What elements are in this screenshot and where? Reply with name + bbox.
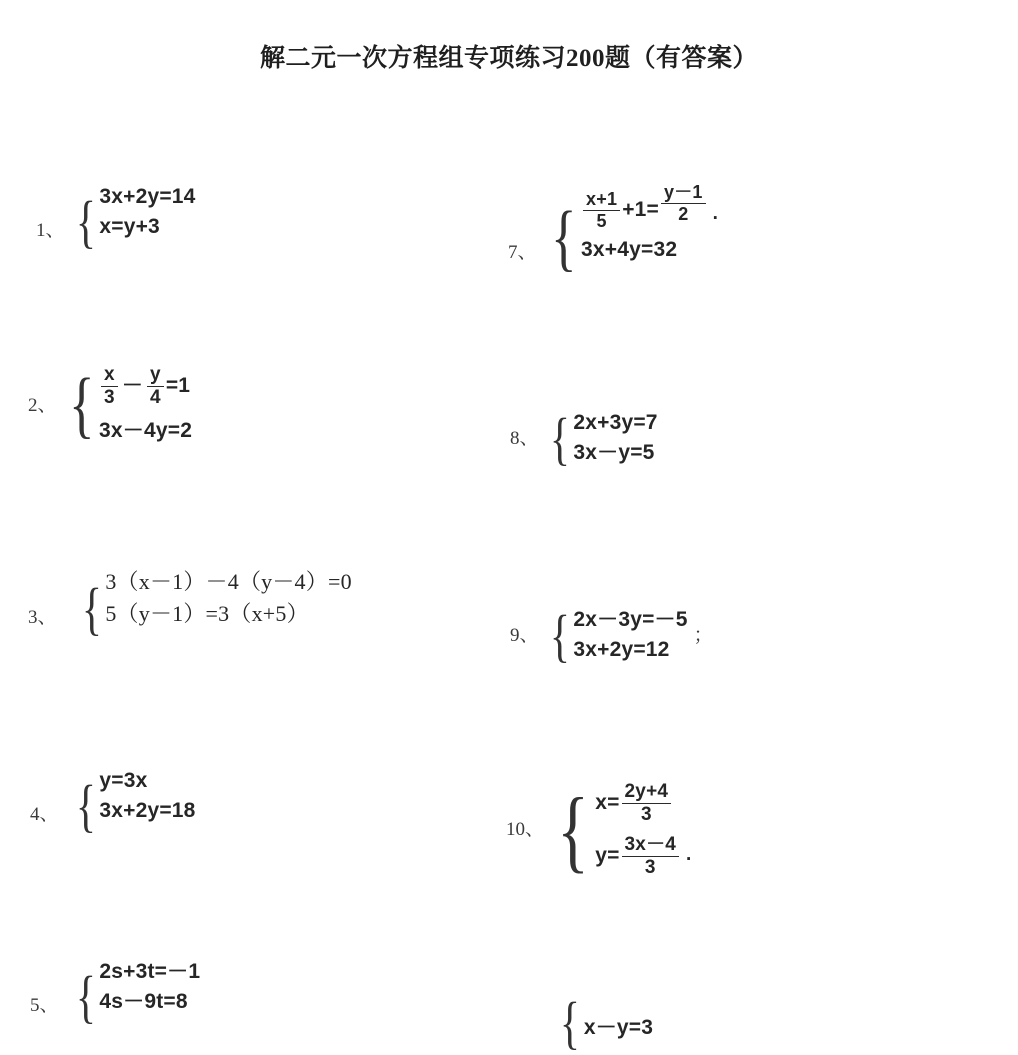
fraction-denominator: 2: [678, 203, 689, 224]
problem-7: [508, 182, 719, 279]
equation-line: 3x+2y=14: [99, 185, 196, 208]
equation-line: 3x－4y=2: [99, 418, 193, 442]
equation-line: 2x－3y=－5: [573, 608, 688, 631]
problem-10-number: 10、: [506, 819, 545, 841]
problem-8: [510, 405, 658, 471]
problem-1-number: 1、: [36, 219, 65, 241]
equation-line: [99, 365, 192, 408]
brace-icon: {: [549, 602, 570, 668]
problem-7-equations: [581, 182, 719, 265]
fraction-numerator: 3x－4: [622, 835, 680, 857]
equation-line: 3x+2y=18: [99, 799, 196, 823]
equation-line: 2s+3t=－1: [99, 960, 201, 983]
fraction: [583, 190, 620, 231]
fraction-numerator: y－1: [661, 183, 706, 204]
trailing-punctuation: ；: [693, 624, 713, 646]
problem-3: [28, 566, 352, 642]
problem-1: [36, 182, 196, 255]
brace-icon: {: [75, 773, 96, 839]
problem-1-equations: [99, 182, 195, 243]
problem-7-number: 7、: [508, 242, 537, 264]
problem-2-equations: [99, 365, 192, 446]
fraction-denominator: 4: [150, 386, 161, 408]
equation-line: 5（y－1）=3（x+5）: [105, 600, 309, 626]
equation-line: x=y+3: [99, 215, 160, 239]
brace-icon: {: [559, 990, 580, 1055]
fraction-numerator: 2y+4: [622, 782, 672, 804]
fraction: [661, 183, 706, 224]
equation-line: [595, 835, 691, 878]
problem-9: [510, 602, 720, 668]
problem-9-number: 9、: [510, 624, 539, 646]
brace-icon: {: [550, 196, 577, 279]
problem-5-equations: [99, 957, 200, 1018]
equation-middle: +1=: [622, 198, 659, 222]
problem-4: [30, 766, 196, 839]
brace-icon: {: [81, 576, 102, 642]
equation-line: 3x+2y=12: [573, 638, 670, 662]
equation-line: 3（x－1）－4（y－4）=0: [105, 569, 352, 594]
problem-5: [30, 957, 201, 1030]
problem-8-number: 8、: [510, 427, 539, 449]
problem-4-number: 4、: [30, 803, 59, 825]
fraction: [622, 835, 680, 878]
equation-line: x－y=3: [583, 1016, 654, 1040]
problem-4-equations: [99, 766, 195, 827]
problem-3-equations: [105, 566, 351, 630]
equation-line: 4s－9t=8: [99, 990, 188, 1014]
fraction-denominator: 3: [104, 386, 115, 408]
brace-icon: {: [75, 189, 96, 255]
trailing-punctuation: .: [712, 203, 719, 225]
problem-10: [506, 778, 692, 881]
problem-11-partial: [556, 990, 654, 1055]
equation-line: 2x+3y=7: [573, 411, 658, 434]
problem-2-number: 2、: [28, 395, 57, 417]
brace-icon: {: [557, 778, 590, 881]
problem-9-equations: [573, 605, 687, 666]
brace-icon: {: [68, 364, 95, 447]
equation-line: 3x－y=5: [573, 441, 655, 465]
fraction-numerator: x+1: [583, 190, 620, 211]
equation-lhs: x=: [595, 791, 620, 815]
equation-line: 3x+4y=32: [581, 237, 678, 261]
brace-icon: {: [75, 964, 96, 1030]
equation-line: y=3x: [99, 769, 148, 792]
fraction: [622, 782, 672, 825]
problem-10-equations: [595, 782, 691, 878]
problem-3-number: 3、: [28, 606, 57, 628]
problem-8-equations: [573, 408, 657, 469]
fraction-denominator: 3: [644, 856, 656, 878]
document-title: 解二元一次方程组专项练习200题（有答案）: [259, 45, 758, 72]
operator: －: [121, 374, 144, 398]
brace-icon: {: [549, 405, 570, 471]
fraction-denominator: 3: [640, 803, 652, 825]
fraction-numerator: x: [101, 365, 118, 387]
equation-rhs: =1: [165, 374, 191, 398]
trailing-punctuation: .: [686, 843, 692, 865]
equation-lhs: y=: [595, 844, 620, 868]
fraction: [101, 365, 118, 408]
problem-2: [28, 365, 192, 446]
fraction: [147, 365, 164, 408]
equation-line: [595, 782, 691, 825]
fraction-numerator: y: [147, 365, 164, 387]
problem-5-number: 5、: [30, 994, 59, 1016]
equation-line: [581, 182, 719, 231]
fraction-denominator: 5: [596, 210, 607, 231]
